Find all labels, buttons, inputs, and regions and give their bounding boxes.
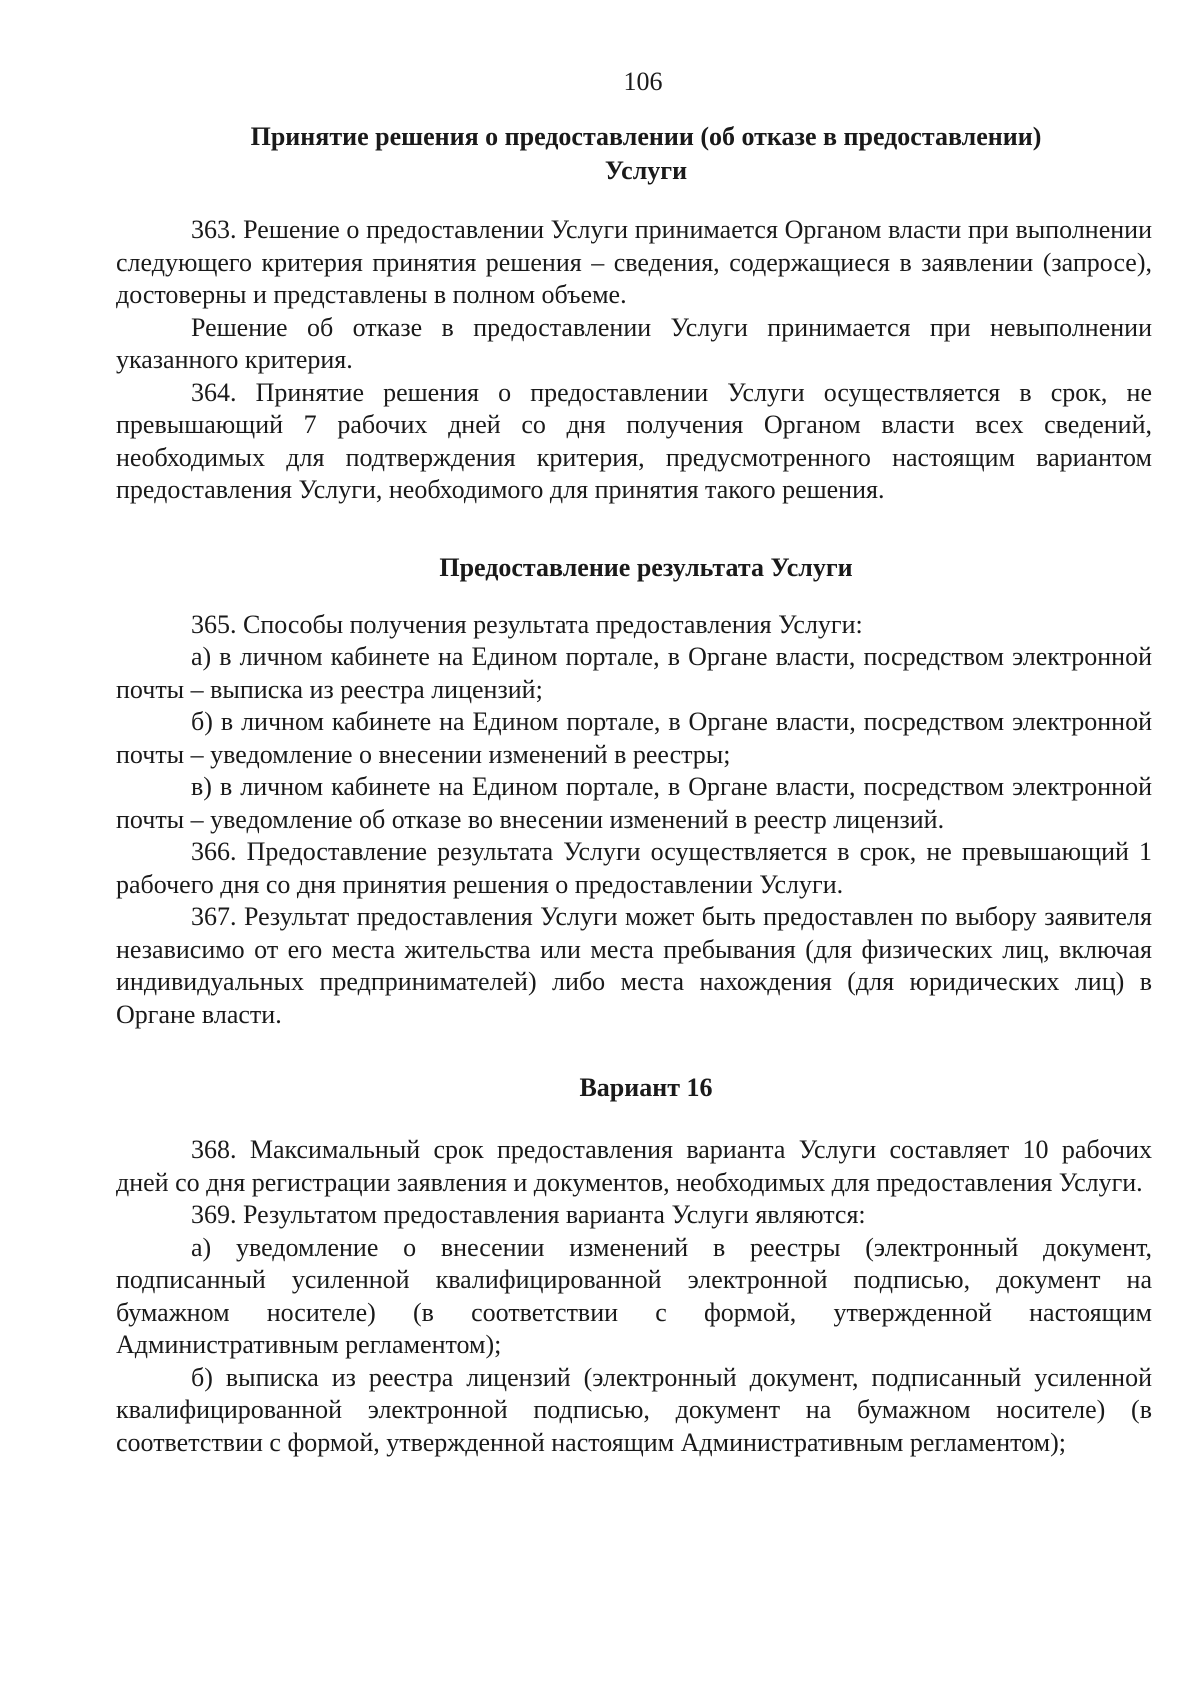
document-page xyxy=(116,66,1152,1459)
list-item-b: б) в личном кабинете на Едином портале, в Органе власти, посредством электронной почты – уведомление о внесении изменений в реестры; xyxy=(116,707,1152,769)
paragraph-369: 369. Результатом предоставления варианта Услуги являются: xyxy=(191,1200,866,1229)
list-item-c: в) в личном кабинете на Едином портале, в Органе власти, посредством электронной почты – уведомление об отказе во внесении изменений в реестр лицензий. xyxy=(116,772,1152,834)
list-item-a: а) в личном кабинете на Едином портале, в Органе власти, посредством электронной почты – выписка из реестра лицензий; xyxy=(116,642,1152,704)
list-item-b: б) выписка из реестра лицензий (электронный документ, подписанный усиленной квалифицированной электронной подписью, документ на бумажном носителе) (в соответствии с формой, утвержденной настоящим Административным регламентом); xyxy=(116,1362,1152,1457)
section-title: Предоставление результата Услуги xyxy=(439,552,853,582)
paragraph-363: 363. Решение о предоставлении Услуги принимается Органом власти при выполнении следующего критерия принятия решения – сведения, содержащиеся в заявлении (запросе), достоверны и представлены в полном объеме. xyxy=(116,215,1152,309)
section-result xyxy=(116,551,1152,1032)
page-number: 106 xyxy=(623,67,663,96)
section-decision xyxy=(116,120,1152,507)
paragraph-367: 367. Результат предоставления Услуги может быть предоставлен по выбору заявителя независимо от его места жительства или места пребывания (для физических лиц, включая индивидуальных предпринимателей) либо места нахождения (для юридических лиц) в Органе власти. xyxy=(116,902,1152,1029)
paragraph-368: 368. Максимальный срок предоставления варианта Услуги составляет 10 рабочих дней со дня регистрации заявления и документов, необходимых для предоставления Услуги. xyxy=(116,1135,1152,1197)
paragraph-366: 366. Предоставление результата Услуги осуществляется в срок, не превышающий 1 рабочего дня со дня принятия решения о предоставлении Услуги. xyxy=(116,837,1152,899)
paragraph-365: 365. Способы получения результата предоставления Услуги: xyxy=(191,609,863,639)
paragraph-364: 364. Принятие решения о предоставлении Услуги осуществляется в срок, не превышающий 7 рабочих дней со дня получения Органом власти всех сведений, необходимых для подтверждения критерия, предусмотренного настоящим вариантом предоставления Услуги, необходимого для принятия такого решения. xyxy=(116,377,1152,504)
paragraph-refusal: Решение об отказе в предоставлении Услуги принимается при невыполнении указанного критерия. xyxy=(116,312,1152,374)
section-title: Принятие решения о предоставлении (об отказе в предоставлении) xyxy=(250,122,1042,151)
section-title-continued: Услуги xyxy=(604,156,688,185)
list-item-a: а) уведомление о внесении изменений в реестры (электронный документ, подписанный усиленной квалифицированной электронной подписью, документ на бумажном носителе) (в соответствии с формой, утвержденной настоящим Административным регламентом); xyxy=(116,1232,1152,1359)
section-title: Вариант 16 xyxy=(579,1073,713,1102)
section-variant-16 xyxy=(116,1071,1152,1459)
